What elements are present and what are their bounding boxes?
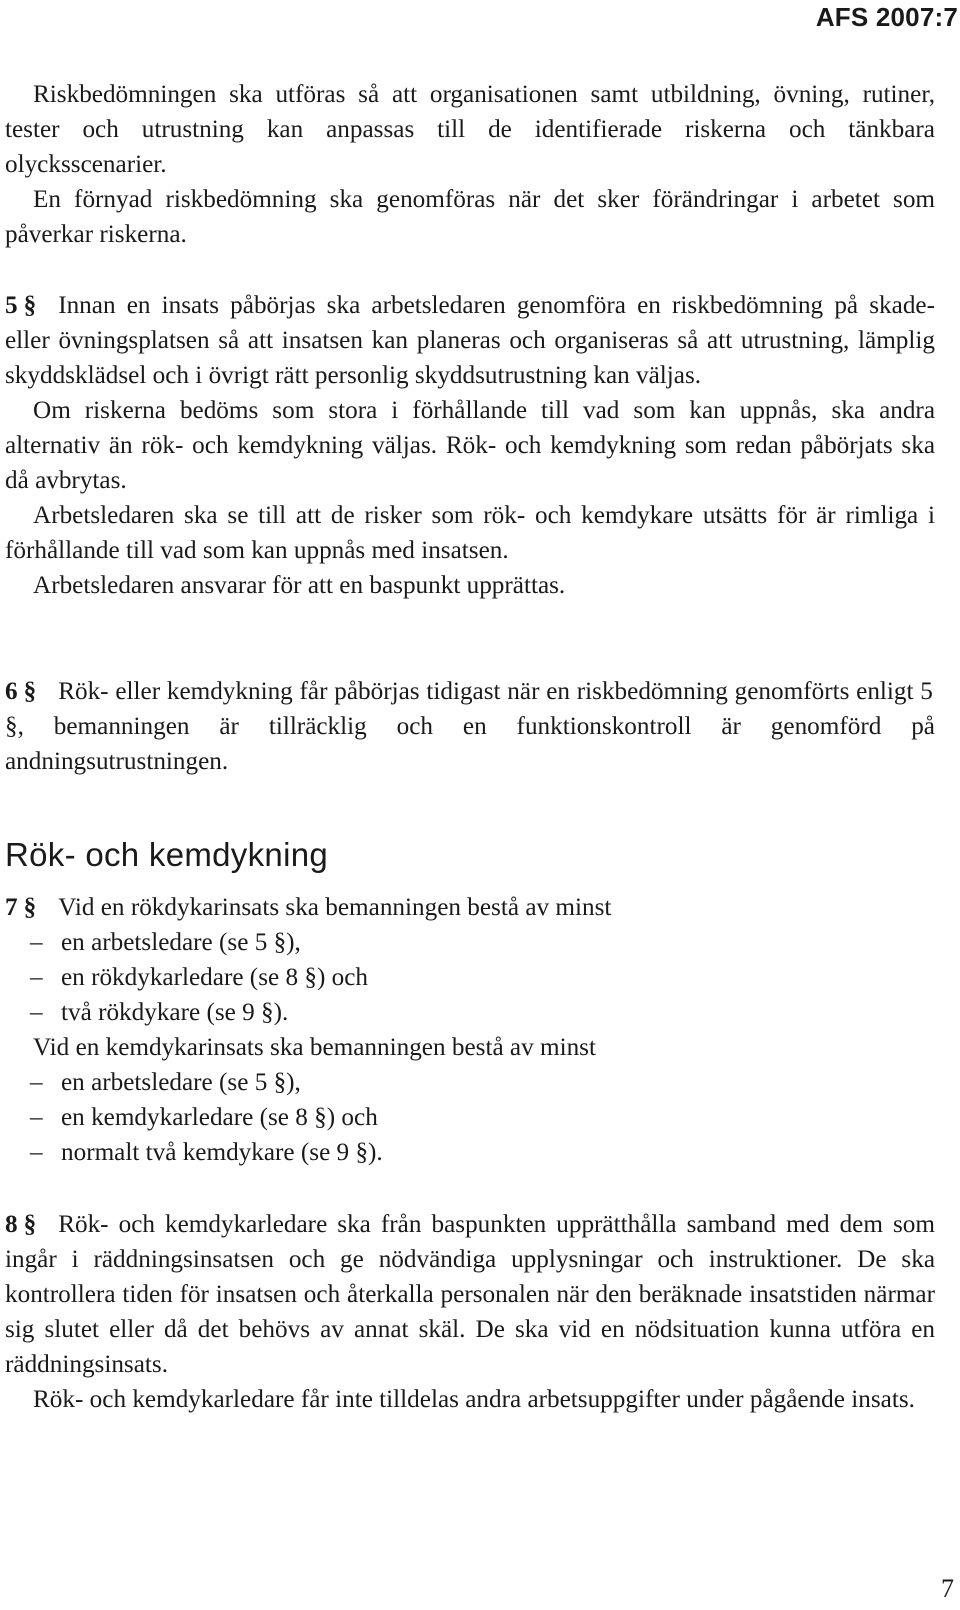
section-6-text-b: , bemanningen är tillräcklig och en funktionskontroll är genomförd på andningsutrustningen.	[5, 713, 935, 775]
section-7	[5, 890, 935, 1170]
section-6-text-a: Rök- eller kemdykning får påbörjas tidigast när en riskbedömning genomförts enligt 5	[58, 678, 933, 705]
intro-paragraph-2: En förnyad riskbedömning ska genomföras när det sker förändringar i arbetet som påverkar riskerna.	[5, 186, 935, 248]
manning-list-chemical-diving	[5, 1065, 935, 1170]
section-5	[5, 288, 935, 603]
section-6-paragraph	[5, 674, 935, 779]
page-number: 7	[941, 1574, 954, 1603]
section-8-text: Rök- och kemdykarledare ska från baspunkten upprätthålla samband med dem som ingår i räddningsinsatsen och ge nödvändiga upplysningar och instruktioner. De ska kontrollera tiden för insatsen och återkalla personalen när den beräknade insatstiden närmar sig slutet eller då det behövs av annat skäl. De ska vid en nödsituation kunna utföra en räddningsinsats.	[5, 1211, 935, 1378]
section-8-paragraph-2: Rök- och kemdykarledare får inte tilldelas andra arbetsuppgifter under pågående insats.	[33, 1386, 915, 1413]
section-7-intro-2: Vid en kemdykarinsats ska bemanningen bestå av minst	[33, 1034, 596, 1061]
section-symbol: §	[23, 292, 37, 319]
list-item: – normalt två kemdykare (se 9 §).	[5, 1135, 935, 1170]
section-7-number: 7	[5, 894, 18, 921]
section-symbol: §	[23, 894, 37, 921]
section-5-paragraph-1	[5, 288, 935, 393]
section-5-paragraph-3: Arbetsledaren ska se till att de risker som rök- och kemdykare utsätts för är rimliga i förhållande till vad som kan uppnås med insatsen.	[5, 502, 935, 564]
section-symbol: §	[23, 678, 37, 705]
section-reference-symbol: §	[5, 713, 18, 740]
section-6	[5, 674, 935, 779]
list-item: – en arbetsledare (se 5 §),	[5, 1065, 935, 1100]
section-heading: Rök- och kemdykning	[5, 836, 329, 873]
section-8	[5, 1207, 935, 1417]
section-symbol: §	[23, 1211, 37, 1238]
intro-block	[5, 77, 935, 252]
document-reference: AFS 2007:7	[815, 2, 958, 32]
section-5-paragraph-2: Om riskerna bedöms som stora i förhållande till vad som kan uppnås, ska andra alternativ än rök- och kemdykning väljas. Rök- och kemdykning som redan påbörjats ska då avbrytas.	[5, 397, 935, 494]
list-item: – en arbetsledare (se 5 §),	[5, 925, 935, 960]
section-5-number: 5	[5, 292, 18, 319]
section-8-paragraph-1	[5, 1207, 935, 1382]
section-5-paragraph-4: Arbetsledaren ansvarar för att en baspunkt upprättas.	[33, 572, 566, 599]
section-7-intro-1	[5, 890, 935, 925]
section-5-text: Innan en insats påbörjas ska arbetsledaren genomföra en riskbedömning på skade- eller övningsplatsen så att insatsen kan planeras och organiseras så att utrustning, lämplig skyddsklädsel och i övrigt rätt personlig skyddsutrustning kan väljas.	[5, 292, 935, 389]
section-8-number: 8	[5, 1211, 18, 1238]
list-item: – en rökdykarledare (se 8 §) och	[5, 960, 935, 995]
section-6-number: 6	[5, 678, 18, 705]
list-item: – en kemdykarledare (se 8 §) och	[5, 1100, 935, 1135]
section-7-intro-1-text: Vid en rökdykarinsats ska bemanningen bestå av minst	[58, 894, 612, 921]
list-item: – två rökdykare (se 9 §).	[5, 995, 935, 1030]
intro-paragraph-1: Riskbedömningen ska utföras så att organisationen samt utbildning, övning, rutiner, tester och utrustning kan anpassas till de identifierade riskerna och tänkbara olycksscenarier.	[5, 81, 935, 178]
manning-list-smoke-diving	[5, 925, 935, 1030]
